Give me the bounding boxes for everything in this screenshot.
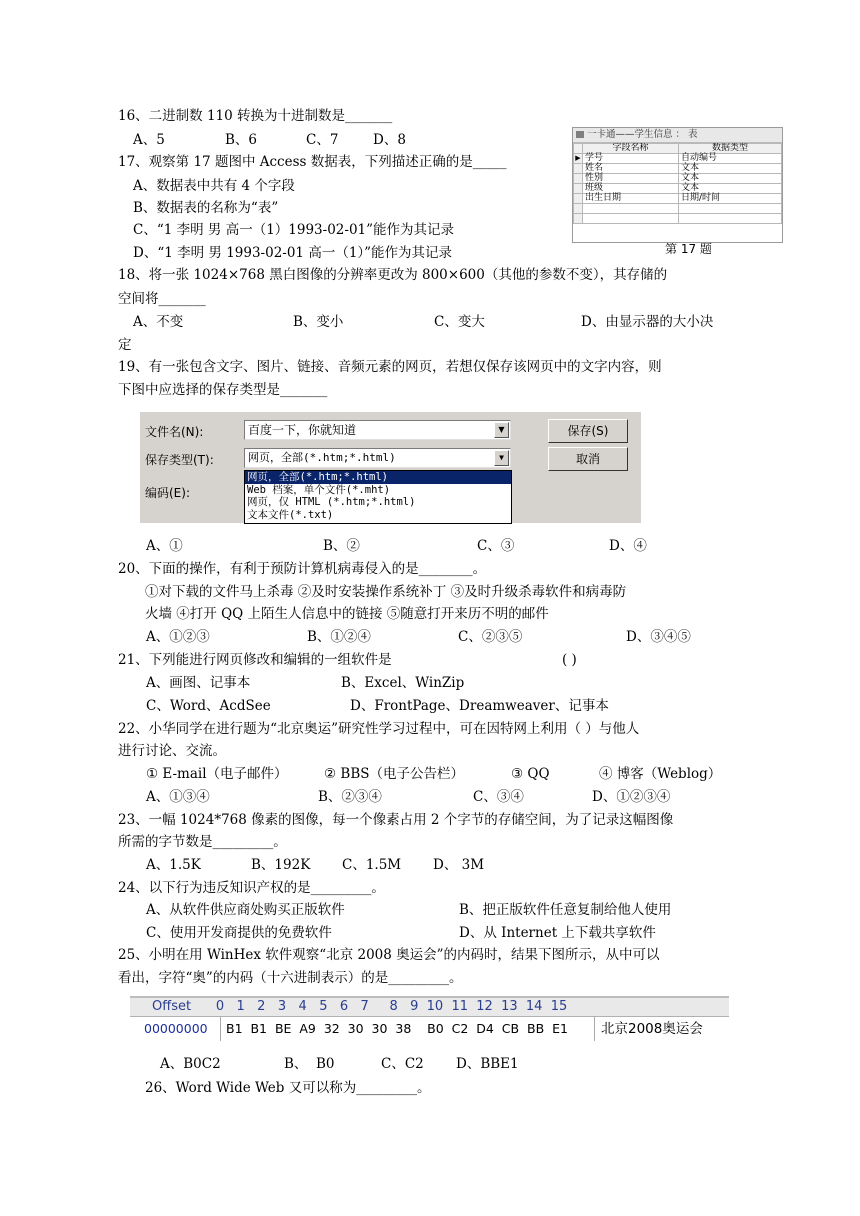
- save-type-label: 保存类型(T):: [145, 453, 214, 467]
- save-type-dropdown-list: [244, 470, 512, 524]
- q23-stem-line2: 所需的字节数是_________。: [118, 834, 287, 850]
- q20-stem: 20、下面的操作，有利于预防计算机病毒侵入的是________。: [118, 561, 487, 577]
- q22-item-2: ② BBS（电子公告栏）: [324, 766, 464, 782]
- q21-option-a: A、画图、记事本: [146, 675, 251, 691]
- figure-17-caption: 第 17 题: [665, 242, 712, 256]
- q19-option-c: C、③: [477, 538, 515, 554]
- q16-option-c: C、7: [306, 132, 339, 148]
- q18-option-a: A、不变: [133, 314, 184, 330]
- q23-option-d: D、 3M: [433, 857, 485, 873]
- q20-option-a: A、①②③: [146, 629, 210, 645]
- q18-option-c: C、变大: [434, 314, 485, 330]
- hex-row: [130, 1017, 729, 1041]
- filename-label: 文件名(N):: [145, 425, 204, 439]
- q16-option-a: A、5: [133, 132, 165, 148]
- q22-item-1: ① E-mail（电子邮件）: [146, 766, 288, 782]
- q25-stem-line2: 看出，字符“奥”的内码（十六进制表示）的是_________。: [118, 970, 463, 986]
- q21-option-b: B、Excel、WinZip: [341, 675, 465, 691]
- hex-offset: 00000000: [144, 1021, 208, 1036]
- q22-option-d: D、①②③④: [592, 789, 671, 805]
- q25-stem-line1: 25、小明在用 WinHex 软件观察“北京 2008 奥运会”的内码时，结果下图所示，从中可以: [118, 947, 660, 963]
- hex-header: Offset 0 1 2 3 4 5 6 7 8 9 10 11 12 13 14 15: [130, 996, 729, 1017]
- q17-stem: 17、观察第 17 题图中 Access 数据表，下列描述正确的是_____: [118, 154, 507, 170]
- save-type-select[interactable]: 网页，全部(*.htm;*.html) ▼: [244, 448, 511, 468]
- q16-option-b: B、6: [225, 132, 258, 148]
- q22-item-3: ③ QQ: [511, 766, 550, 782]
- q19-option-a: A、①: [146, 538, 183, 554]
- table-row: 出生日期 日期/时间: [574, 194, 782, 204]
- q24-option-a: A、从软件供应商处购买正版软件: [146, 902, 345, 918]
- q20-option-d: D、③④⑤: [626, 629, 691, 645]
- table-row: 班级 文本: [574, 184, 782, 194]
- q16-stem: 16、二进制数 110 转换为十进制数是_______: [118, 108, 393, 124]
- q17-option-d: D、“1 李明 男 1993-02-01 高一（1）”能作为其记录: [133, 245, 453, 261]
- q22-stem-line1: 22、小华同学在进行题为“北京奥运”研究性学习过程中，可在因特网上利用（ ）与他人: [118, 721, 640, 737]
- dropdown-option[interactable]: 网页，全部(*.htm;*.html): [245, 471, 511, 484]
- q18-option-d: D、由显示器的大小决: [581, 314, 714, 330]
- table-row: ▶ 学号 自动编号: [574, 154, 782, 164]
- encoding-label: 编码(E):: [145, 486, 190, 500]
- table-row: 性别 文本: [574, 174, 782, 184]
- q18-stem-line2: 空间将_______: [118, 291, 206, 307]
- q25-option-a: A、B0C2: [160, 1056, 221, 1072]
- dropdown-option[interactable]: Web 档案，单个文件(*.mht): [247, 483, 391, 496]
- chevron-down-icon[interactable]: ▼: [494, 422, 509, 438]
- table-icon: [576, 131, 584, 138]
- dropdown-option[interactable]: 文本文件(*.txt): [247, 508, 334, 521]
- q22-option-c: C、③④: [473, 789, 524, 805]
- hex-text: 北京2008奥运会: [601, 1021, 703, 1037]
- cancel-button[interactable]: 取消: [548, 447, 628, 471]
- q23-option-b: B、192K: [251, 857, 311, 873]
- q21-stem: 21、下列能进行网页修改和编辑的一组软件是: [118, 652, 392, 668]
- header-field-name: 字段名称: [583, 144, 679, 154]
- q24-option-b: B、把正版软件任意复制给他人使用: [459, 902, 672, 918]
- q24-option-d: D、从 Internet 上下载共享软件: [459, 925, 656, 941]
- q20-option-c: C、②③⑤: [458, 629, 523, 645]
- q19-stem-line1: 19、有一张包含文字、图片、链接、音频元素的网页，若想仅保存该网页中的文字内容，则: [118, 359, 662, 375]
- chevron-down-icon[interactable]: ▼: [494, 450, 509, 466]
- q19-option-d: D、④: [609, 538, 647, 554]
- save-button[interactable]: 保存(S): [548, 419, 628, 443]
- access-window-title: 一卡通——学生信息 ： 表: [573, 128, 782, 143]
- q21-option-c: C、Word、AcdSee: [146, 698, 271, 714]
- q18-stem-line1: 18、将一张 1024×768 黑白图像的分辨率更改为 800×600（其他的参数不变），其存储的: [118, 267, 668, 283]
- q17-option-b: B、数据表的名称为“表”: [133, 200, 279, 216]
- q19-stem-line2: 下图中应选择的保存类型是_______: [118, 382, 328, 398]
- q20-option-b: B、①②④: [307, 629, 371, 645]
- q22-option-b: B、②③④: [318, 789, 382, 805]
- q22-option-a: A、①③④: [146, 789, 210, 805]
- q18-option-d-cont: 定: [118, 337, 132, 353]
- filename-input[interactable]: 百度一下，你就知道 ▼: [244, 420, 511, 440]
- q25-option-d: D、BBE1: [456, 1056, 519, 1072]
- q19-option-b: B、②: [323, 538, 360, 554]
- q23-option-c: C、1.5M: [342, 857, 402, 873]
- q22-item-4: ④ 博客（Weblog）: [599, 766, 722, 782]
- q24-option-c: C、使用开发商提供的免费软件: [146, 925, 332, 941]
- q20-items-line1: ①对下载的文件马上杀毒 ②及时安装操作系统补丁 ③及时升级杀毒软件和病毒防: [145, 584, 627, 600]
- q25-option-b: B、 B0: [284, 1056, 335, 1072]
- q21-option-d: D、FrontPage、Dreamweaver、记事本: [350, 698, 609, 714]
- q26-stem: 26、Word Wide Web 又可以称为_________。: [145, 1080, 431, 1096]
- q18-option-b: B、变小: [293, 314, 344, 330]
- q23-stem-line1: 23、一幅 1024*768 像素的图像，每一个像素占用 2 个字节的存储空间，为了记录这幅图像: [118, 812, 674, 828]
- table-row: [574, 204, 782, 214]
- table-row: 姓名 文本: [574, 164, 782, 174]
- row-selector-icon: ▶: [575, 154, 581, 162]
- q24-stem: 24、以下行为违反知识产权的是_________。: [118, 880, 385, 896]
- hex-bytes: B1 B1 BE A9 32 30 30 38 B0 C2 D4 CB BB E1: [226, 1021, 569, 1036]
- access-table-figure: [572, 127, 783, 243]
- q16-option-d: D、8: [373, 132, 406, 148]
- q23-option-a: A、1.5K: [146, 857, 201, 873]
- access-field-table: [573, 143, 782, 224]
- winhex-figure: [130, 993, 729, 1043]
- q17-option-c: C、“1 李明 男 高一（1）1993-02-01”能作为其记录: [133, 222, 455, 238]
- save-as-dialog: [140, 411, 641, 523]
- q22-stem-line2: 进行讨论、交流。: [118, 743, 226, 759]
- q17-option-a: A、数据表中共有 4 个字段: [133, 178, 295, 194]
- q20-items-line2: 火墙 ④打开 QQ 上陌生人信息中的链接 ⑤随意打开来历不明的邮件: [145, 606, 549, 622]
- q21-answer-paren: ( ): [562, 652, 577, 668]
- dropdown-option[interactable]: 网页，仅 HTML (*.htm;*.html): [247, 496, 416, 508]
- header-data-type: 数据类型: [678, 144, 781, 154]
- q25-option-c: C、C2: [381, 1056, 424, 1072]
- table-row: [574, 214, 782, 224]
